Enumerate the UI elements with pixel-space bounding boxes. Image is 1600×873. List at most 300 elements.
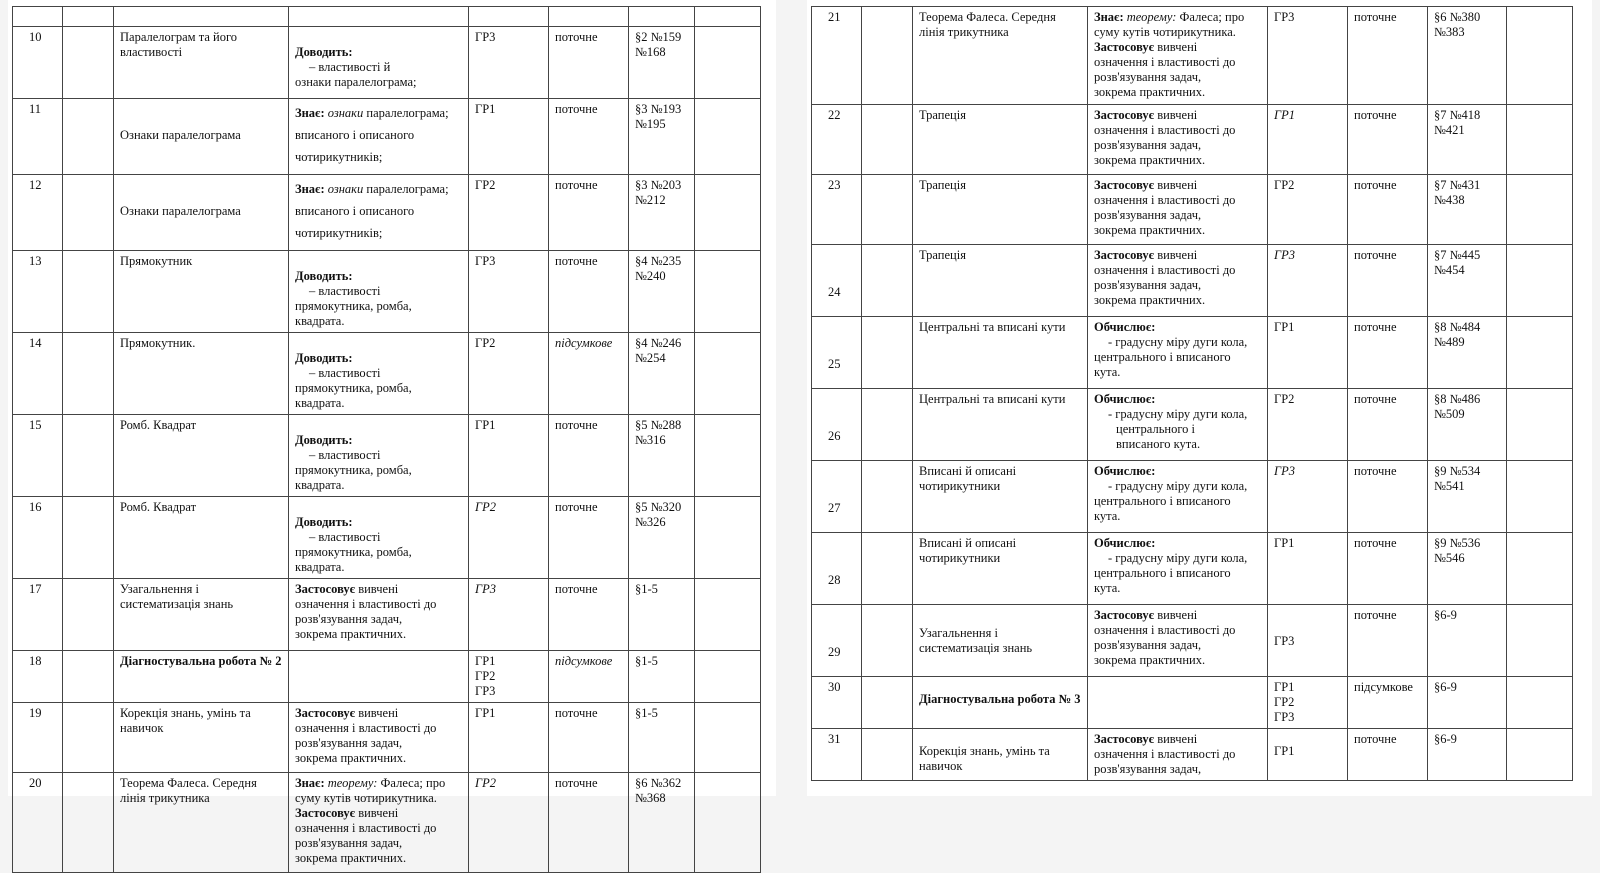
notes-cell [695,651,761,703]
result-group-text: ГР1 [1274,108,1295,122]
result-group [469,579,549,651]
lesson-date [63,773,114,873]
outcome-text: центрального і вписаного [1094,494,1231,508]
outcome-keyword: Застосовує [295,806,356,820]
outcome-text: суму кутів чотирикутника. [295,791,437,805]
assessment-type [549,251,629,333]
lesson-number [13,7,63,27]
notes-cell [695,579,761,651]
table-row [13,251,761,333]
outcome-keyword: Знає: [295,106,328,120]
outcome-line [1094,732,1261,747]
result-group [469,651,549,703]
notes-cell [1507,533,1573,605]
lesson-date [862,461,913,533]
outcome-line [1094,263,1261,278]
left-page [8,0,776,865]
lesson-date [63,651,114,703]
lesson-topic-text: Узагальнення і систематизація знань [919,626,1033,655]
result-group [469,773,549,873]
lesson-date [862,677,913,729]
lesson-date [63,415,114,497]
assessment-type [1348,461,1428,533]
table-row [812,105,1573,175]
outcome-line [295,200,462,222]
outcome-text: означення і властивості до [295,597,437,611]
homework [629,7,695,27]
outcome-line [1094,581,1261,596]
result-group-text: ГР3 [1274,464,1295,478]
notes-cell [695,175,761,251]
outcome-line [295,102,462,124]
homework: §1-5 [629,703,695,773]
result-group-text: ГР1 ГР2 ГР3 [475,654,496,698]
notes-cell [1507,7,1573,105]
lesson-plan-table-left [12,6,761,873]
outcome-line [295,736,462,751]
lesson-topic [114,7,289,27]
outcome-text: зокрема практичних. [1094,653,1206,667]
notes-cell [695,773,761,873]
outcome-line [1094,293,1261,308]
outcome-line [1094,320,1261,335]
outcome-bullet: центрального і [1116,422,1195,436]
table-row [812,605,1573,677]
outcome-text: зокрема практичних. [1094,223,1206,237]
outcome-keyword: Застосовує [1094,248,1155,262]
outcome-text: означення і властивості до [1094,55,1236,69]
lesson-number: 27 [812,461,862,533]
homework: §7 №431 №438 [1428,175,1507,245]
outcome-line [1094,365,1261,380]
lesson-topic-text: Ромб. Квадрат [120,418,197,432]
homework: §7 №418 №421 [1428,105,1507,175]
assessment-type-text: підсумкове [555,336,613,350]
outcome-text: розв'язування задач, [1094,278,1202,292]
lesson-number: 23 [812,175,862,245]
assessment-type-text: поточне [1354,248,1397,262]
outcome-bullet: – властивості [309,448,381,462]
outcome-line [1094,623,1261,638]
lesson-number: 20 [13,773,63,873]
outcome-keyword: Застосовує [295,706,356,720]
result-group-text: ГР2 [475,776,496,790]
lesson-topic [114,99,289,175]
lesson-number: 19 [13,703,63,773]
outcome-emphasis: ознаки [327,182,364,196]
lesson-number: 11 [13,99,63,175]
outcome-line [1094,551,1261,566]
outcome-keyword: Застосовує [1094,732,1155,746]
outcome-line [295,836,462,851]
outcome-line [1094,193,1261,208]
assessment-type-text: поточне [1354,178,1397,192]
learning-outcomes [289,333,469,415]
learning-outcomes [289,497,469,579]
outcome-line [295,284,462,299]
homework: §4 №246 №254 [629,333,695,415]
outcome-line [1094,747,1261,762]
outcome-line [1094,437,1261,452]
outcome-line [295,448,462,463]
table-row [13,579,761,651]
outcome-text: зокрема практичних. [1094,153,1206,167]
outcome-line [1094,422,1261,437]
outcome-keyword: Обчислює: [1094,392,1156,406]
outcome-text: вивчені [1154,108,1198,122]
outcome-text: вивчені [1154,732,1198,746]
lesson-date [63,251,114,333]
homework: §6 №380 №383 [1428,7,1507,105]
outcome-line [295,821,462,836]
table-row [812,677,1573,729]
lesson-topic [114,703,289,773]
outcome-line [1094,464,1261,479]
outcome-keyword: Обчислює: [1094,464,1156,478]
homework: §6-9 [1428,729,1507,781]
learning-outcomes [289,415,469,497]
table-row [13,7,761,27]
result-group-text: ГР1 ГР2 ГР3 [1274,680,1295,724]
lesson-date [862,605,913,677]
outcome-line [295,75,462,90]
outcome-line [1094,536,1261,551]
lesson-topic-text: Трапеція [919,108,966,122]
lesson-topic [114,497,289,579]
lesson-topic [114,175,289,251]
learning-outcomes [289,27,469,99]
assessment-type [549,27,629,99]
lesson-topic-text: Прямокутник. [120,336,196,350]
lesson-topic [913,461,1088,533]
outcome-line [1094,138,1261,153]
assessment-type-text: поточне [1354,536,1397,550]
lesson-topic-text: Ознаки паралелограма [120,128,241,142]
notes-cell [1507,245,1573,317]
lesson-number: 25 [812,317,862,389]
outcome-keyword: Застосовує [295,582,356,596]
lesson-topic-text: Ознаки паралелограма [120,204,241,218]
lesson-topic-text: Паралелограм та його властивості [120,30,238,59]
assessment-type-text: поточне [555,706,598,720]
outcome-text: вивчені [355,706,399,720]
outcome-text: вивчені [1154,248,1198,262]
homework: §5 №320 №326 [629,497,695,579]
outcome-text: означення і властивості до [295,821,437,835]
outcome-line [1094,392,1261,407]
result-group [1268,245,1348,317]
assessment-type [1348,175,1428,245]
outcome-text: прямокутника, ромба, квадрата. [295,463,412,492]
outcome-line [295,612,462,627]
outcome-text: зокрема практичних. [295,851,407,865]
outcome-line [295,597,462,612]
outcome-text: вивчені [1154,608,1198,622]
lesson-date [862,389,913,461]
lesson-topic-text: Вписані й описані чотирикутники [919,464,1017,493]
assessment-type [1348,7,1428,105]
outcome-text: означення і властивості до [1094,123,1236,137]
lesson-date [862,245,913,317]
outcome-text: означення і властивості до [1094,193,1236,207]
outcome-text: означення і властивості до [1094,747,1236,761]
outcome-keyword: Знає: [1094,10,1127,24]
outcome-bullet: - градусну міру дуги кола, [1108,479,1248,493]
homework: §6-9 [1428,677,1507,729]
outcome-bullet: - градусну міру дуги кола, [1108,407,1248,421]
notes-cell [695,333,761,415]
outcome-keyword: Застосовує [1094,178,1155,192]
lesson-date [63,27,114,99]
outcome-line [295,463,462,493]
outcome-line [1094,407,1261,422]
outcome-keyword: Застосовує [1094,40,1155,54]
result-group [1268,605,1348,677]
table-row [13,27,761,99]
outcome-line [295,433,462,448]
outcome-line [1094,638,1261,653]
learning-outcomes [1088,729,1268,781]
outcome-line [295,124,462,146]
outcome-text: означення і властивості до [295,721,437,735]
result-group [1268,175,1348,245]
lesson-topic [114,579,289,651]
learning-outcomes [289,251,469,333]
homework: §9 №534 №541 [1428,461,1507,533]
lesson-topic-text: Корекція знань, умінь та навичок [120,706,251,735]
outcome-text: розв'язування задач, [1094,138,1202,152]
table-row [13,175,761,251]
learning-outcomes [1088,389,1268,461]
result-group-text: ГР1 [1274,536,1295,550]
outcome-text: вивчені [1154,178,1198,192]
result-group [469,333,549,415]
lesson-topic [913,7,1088,105]
lesson-topic-text: Діагностувальна робота № 3 [919,692,1081,706]
result-group-text: ГР1 [1274,320,1295,334]
lesson-date [63,7,114,27]
result-group [469,415,549,497]
result-group-text: ГР3 [1274,10,1295,24]
assessment-type-text: поточне [1354,108,1397,122]
result-group [1268,105,1348,175]
lesson-date [862,533,913,605]
result-group [1268,7,1348,105]
outcome-line [295,721,462,736]
assessment-type [1348,533,1428,605]
lesson-topic [913,105,1088,175]
outcome-line [1094,350,1261,365]
outcome-keyword: Обчислює: [1094,536,1156,550]
homework: §7 №445 №454 [1428,245,1507,317]
result-group [469,175,549,251]
assessment-type-text: поточне [1354,392,1397,406]
notes-cell [1507,389,1573,461]
learning-outcomes [289,773,469,873]
result-group [469,27,549,99]
assessment-type-text: поточне [1354,464,1397,478]
outcome-keyword: Доводить: [295,269,353,283]
result-group [1268,729,1348,781]
lesson-date [63,99,114,175]
result-group-text: ГР3 [1274,248,1295,262]
assessment-type [1348,389,1428,461]
notes-cell [1507,317,1573,389]
result-group [1268,533,1348,605]
lesson-topic [114,651,289,703]
outcome-keyword: Знає: [295,182,328,196]
assessment-type-text: поточне [555,500,598,514]
assessment-type [549,579,629,651]
outcome-line [1094,248,1261,263]
table-row [812,533,1573,605]
assessment-type [549,99,629,175]
outcome-line [295,627,462,642]
lesson-number: 13 [13,251,63,333]
learning-outcomes [289,579,469,651]
assessment-type [549,7,629,27]
outcome-line [295,45,462,60]
homework: §8 №486 №509 [1428,389,1507,461]
outcome-line [295,530,462,545]
learning-outcomes [289,175,469,251]
result-group-text: ГР3 [1274,634,1295,648]
outcome-text: зокрема практичних. [1094,293,1206,307]
homework: §9 №536 №546 [1428,533,1507,605]
lesson-topic [913,605,1088,677]
outcome-line [295,366,462,381]
assessment-type [549,497,629,579]
outcome-line [295,751,462,766]
lesson-topic [114,251,289,333]
outcome-bullet: - градусну міру дуги кола, [1108,335,1248,349]
table-row [13,773,761,873]
outcome-text: прямокутника, ромба, квадрата. [295,299,412,328]
lesson-topic-text: Ромб. Квадрат [120,500,197,514]
outcome-text: розв'язування задач, [1094,70,1202,84]
notes-cell [695,703,761,773]
outcome-text: паралелограма; [363,182,449,196]
outcome-line [295,351,462,366]
lesson-number: 31 [812,729,862,781]
assessment-type [549,175,629,251]
homework: §4 №235 №240 [629,251,695,333]
outcome-line [1094,653,1261,668]
assessment-type-text: поточне [1354,10,1397,24]
outcome-line [295,381,462,411]
learning-outcomes [289,703,469,773]
homework: §5 №288 №316 [629,415,695,497]
lesson-number: 12 [13,175,63,251]
outcome-line [1094,10,1261,25]
learning-outcomes [1088,677,1268,729]
outcome-keyword: Знає: [295,776,328,790]
result-group [469,7,549,27]
result-group [1268,677,1348,729]
lesson-number: 26 [812,389,862,461]
assessment-type-text: поточне [555,418,598,432]
outcome-text: Фалеса; про [377,776,446,790]
lesson-number: 24 [812,245,862,317]
outcome-text: вивчені [355,806,399,820]
lesson-topic [913,175,1088,245]
outcome-line [1094,762,1261,777]
outcome-text: ознаки паралелограма; [295,75,417,89]
outcome-text: вивчені [1154,40,1198,54]
result-group-text: ГР1 [475,706,496,720]
notes-cell [1507,105,1573,175]
table-row [812,461,1573,533]
lesson-topic-text: Діагностувальна робота № 2 [120,654,282,668]
lesson-topic-text: Теорема Фалеса. Середня лінія трикутника [120,776,257,805]
learning-outcomes [1088,7,1268,105]
outcome-text: розв'язування задач, [295,836,403,850]
assessment-type-text: підсумкове [555,654,613,668]
outcome-line [295,806,462,821]
assessment-type-text: поточне [555,254,598,268]
lesson-topic [913,245,1088,317]
right-page [807,0,1592,796]
result-group [469,497,549,579]
assessment-type-text: поточне [1354,608,1397,622]
outcome-keyword: Доводить: [295,45,353,59]
outcome-line [1094,608,1261,623]
outcome-keyword: Обчислює: [1094,320,1156,334]
outcome-line [295,515,462,530]
outcome-text: кута. [1094,581,1121,595]
assessment-type [1348,105,1428,175]
lesson-number: 29 [812,605,862,677]
notes-cell [695,497,761,579]
assessment-type-text: поточне [555,178,598,192]
assessment-type [549,651,629,703]
outcome-line [295,776,462,791]
notes-cell [695,99,761,175]
outcome-bullet: – властивості [309,366,381,380]
lesson-plan-table-right [811,6,1573,781]
outcome-line [1094,108,1261,123]
lesson-date [63,703,114,773]
learning-outcomes [289,99,469,175]
result-group-text: ГР1 [1274,744,1295,758]
table-row [13,99,761,175]
outcome-bullet: – властивості [309,284,381,298]
assessment-type-text: поточне [555,776,598,790]
result-group-text: ГР2 [1274,178,1295,192]
result-group-text: ГР2 [475,500,496,514]
lesson-date [63,579,114,651]
assessment-type [1348,677,1428,729]
assessment-type-text: поточне [1354,732,1397,746]
outcome-line [1094,494,1261,509]
outcome-line [1094,479,1261,494]
outcome-text: означення і властивості до [1094,623,1236,637]
outcome-text: зокрема практичних. [1094,85,1206,99]
result-group-text: ГР3 [475,30,496,44]
outcome-emphasis: ознаки [327,106,364,120]
outcome-line [295,222,462,244]
result-group [469,703,549,773]
outcome-bullet: - градусну міру дуги кола, [1108,551,1248,565]
table-row [13,703,761,773]
learning-outcomes [1088,605,1268,677]
notes-cell [1507,461,1573,533]
lesson-number: 22 [812,105,862,175]
lesson-topic [114,27,289,99]
result-group [1268,317,1348,389]
lesson-topic [114,773,289,873]
lesson-topic-text: Трапеція [919,248,966,262]
